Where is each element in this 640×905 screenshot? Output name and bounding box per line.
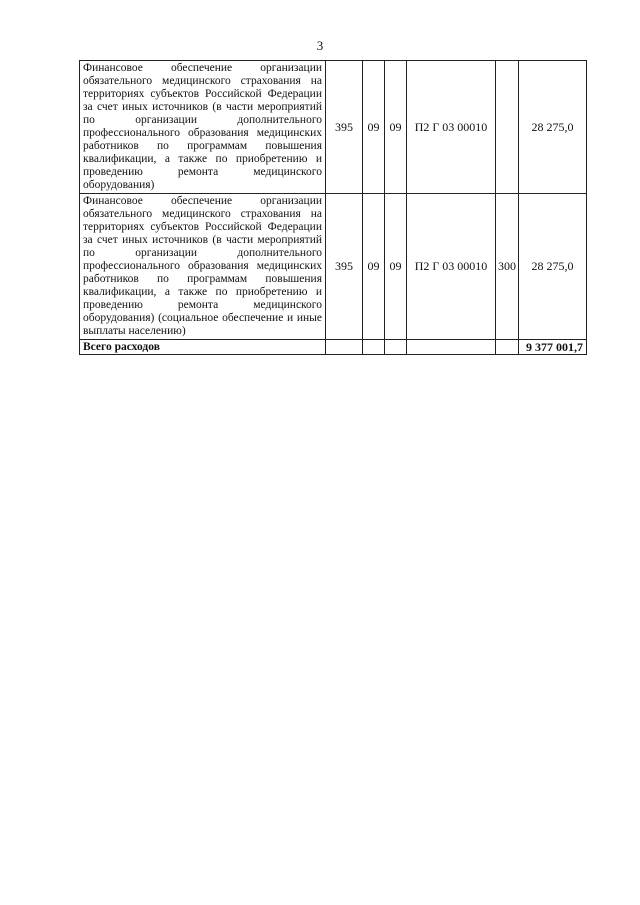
total-sum: 9 377 001,7 (519, 340, 587, 355)
table-row (80, 61, 587, 194)
row-target-article: П2 Г 03 00010 (407, 194, 496, 340)
row-section: 09 (363, 61, 385, 194)
row-grbs: 395 (326, 194, 363, 340)
row-name: Финансовое обеспечение организации обязательного медицинского страхования на территориях субъектов Российской Федерации за счет иных источников (в части мероприятий по организации дополнительного профессионального образования медицинских работников по программам повышения квалификации, а также по приобретению и проведению ремонта медицинского оборудования) (80, 61, 326, 194)
empty-cell (326, 340, 363, 355)
budget-table (79, 60, 587, 355)
empty-cell (385, 340, 407, 355)
row-sum: 28 275,0 (519, 194, 587, 340)
row-grbs: 395 (326, 61, 363, 194)
table-row (80, 194, 587, 340)
row-subsection: 09 (385, 194, 407, 340)
row-name: Финансовое обеспечение организации обязательного медицинского страхования на территориях субъектов Российской Федерации за счет иных источников (в части мероприятий по организации дополнительного профессионального образования медицинских работников по программам повышения квалификации, а также по приобретению и проведению ремонта медицинского оборудования) (социальное обеспечение и иные выплаты населению) (80, 194, 326, 340)
empty-cell (363, 340, 385, 355)
row-section: 09 (363, 194, 385, 340)
empty-cell (407, 340, 496, 355)
empty-cell (496, 340, 519, 355)
row-subsection: 09 (385, 61, 407, 194)
page-number: 3 (316, 38, 324, 53)
total-label: Всего расходов (80, 340, 326, 355)
row-sum: 28 275,0 (519, 61, 587, 194)
row-target-article: П2 Г 03 00010 (407, 61, 496, 194)
row-expense-type: 300 (496, 194, 519, 340)
total-row (80, 340, 587, 355)
row-expense-type (496, 61, 519, 194)
